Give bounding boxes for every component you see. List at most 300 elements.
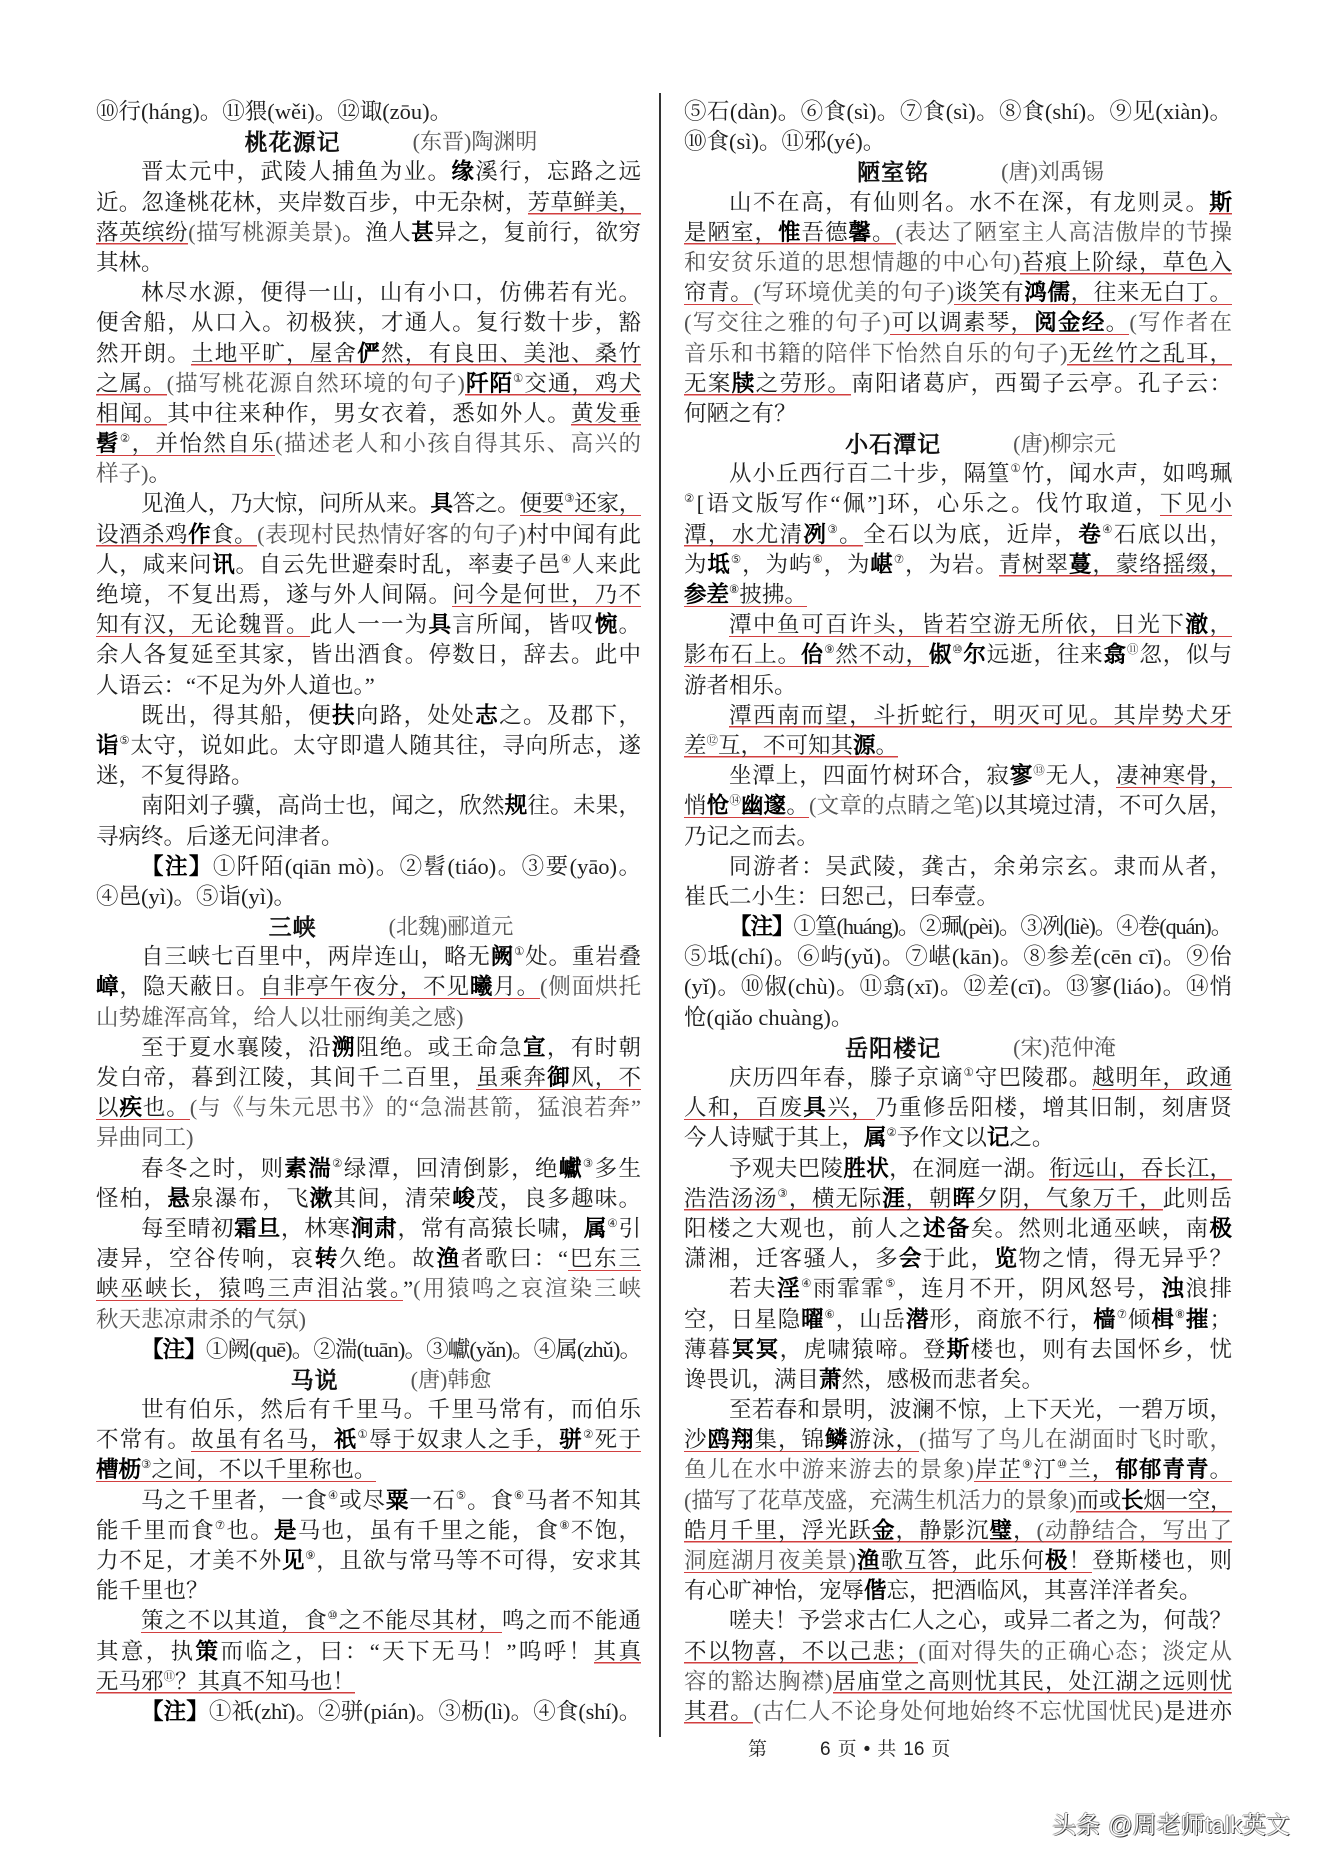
text-line xyxy=(684,188,1232,218)
text-line xyxy=(684,761,1232,791)
key-word: 馨 xyxy=(848,219,872,245)
article-heading xyxy=(96,1365,641,1395)
key-word: 渔 xyxy=(436,1246,461,1272)
text-run: 人语云：“不足为外人道也。” xyxy=(96,672,375,698)
text-run: 然不动， xyxy=(835,642,929,668)
key-word: 尔 xyxy=(963,642,987,668)
annotation: 鱼儿在水中游来游去的景象) xyxy=(684,1457,974,1483)
text-run: 楼也，则有去国怀乡，忧 xyxy=(970,1336,1232,1362)
key-word: 霜旦 xyxy=(234,1215,281,1241)
article-author: (东晋)陶渊明 xyxy=(412,129,538,155)
text-run: 者歌曰：“ xyxy=(460,1246,569,1272)
key-word: 峻 xyxy=(452,1185,476,1211)
text-run: 落英缤纷 xyxy=(96,219,189,245)
text-run: 见渔人，乃大惊，问所从来。 xyxy=(141,491,431,517)
left-column xyxy=(96,97,641,1727)
text-line xyxy=(96,942,641,972)
key-word: 惋 xyxy=(594,612,619,638)
text-run: 何陋之有？ xyxy=(684,400,797,426)
text-run: 之。及郡下， xyxy=(499,702,641,728)
highlighted-sentence xyxy=(96,612,310,637)
text-run: 引 xyxy=(618,1215,641,1241)
text-run: ，连月不开，阴风怒号， xyxy=(896,1276,1162,1302)
text-line xyxy=(96,1063,641,1093)
article-heading xyxy=(96,912,641,942)
footnote-marker: ⑪ xyxy=(1127,644,1140,657)
footnote-marker: ③ xyxy=(582,1157,595,1170)
footnote-marker: ④ xyxy=(1102,523,1114,536)
key-word: 粟 xyxy=(385,1487,410,1513)
text-run: 越明年，政通 xyxy=(1092,1065,1232,1090)
text-run: 沙 xyxy=(684,1427,708,1453)
text-run: 无丝竹之乱耳， xyxy=(1067,340,1232,366)
text-run: 无案 xyxy=(684,370,732,396)
highlighted-sentence xyxy=(729,703,1232,728)
text-line xyxy=(96,580,641,610)
key-word: 祇 xyxy=(333,1427,358,1453)
footnote-marker: ④ xyxy=(560,553,572,566)
text-run: 溪行，忘路之远 xyxy=(475,159,641,185)
total-pages: 16 xyxy=(903,1739,925,1760)
text-line xyxy=(96,459,641,489)
key-word: 具 xyxy=(428,612,453,638)
highlighted-sentence xyxy=(974,1457,1232,1482)
highlighted-sentence xyxy=(684,582,807,607)
key-word: 鸥翔 xyxy=(707,1427,755,1453)
text-run: 差 xyxy=(684,732,707,758)
text-line xyxy=(96,1274,641,1304)
text-line xyxy=(96,671,641,701)
footnote-marker: ① xyxy=(514,946,526,959)
text-run: 土地平旷，屋舍 xyxy=(191,340,358,366)
text-line xyxy=(684,1576,1232,1606)
annotation: (描述老人和小孩自得其乐、高兴的 xyxy=(275,431,641,457)
text-line xyxy=(684,1425,1232,1455)
text-run: ，为岩。 xyxy=(905,551,999,577)
text-run: 也。 xyxy=(142,1095,190,1121)
text-run: ，静影沉 xyxy=(895,1517,990,1543)
key-word: 卷 xyxy=(1078,521,1103,547)
text-line xyxy=(684,1697,1232,1727)
text-run: 食。 xyxy=(211,521,258,547)
article-title: 小石潭记 xyxy=(845,431,942,458)
key-word: 蔓 xyxy=(1068,551,1093,577)
text-run: 南阳刘子骥，高尚士也，闻之，欣然 xyxy=(141,793,505,819)
text-line xyxy=(96,731,641,761)
key-word: 溯 xyxy=(331,1034,356,1060)
text-run: 以 xyxy=(96,1095,120,1121)
footnote-marker: ⑨ xyxy=(1022,1459,1034,1472)
text-run: 多生 xyxy=(594,1155,641,1181)
text-run: 。 xyxy=(786,793,810,819)
key-word: 冽 xyxy=(803,521,828,547)
text-line xyxy=(684,1184,1232,1214)
text-run: 从小丘西行百二十步，隔篁 xyxy=(729,461,1011,487)
text-run: 形，商旅不行， xyxy=(929,1306,1094,1332)
text-run: 予观夫巴陵 xyxy=(729,1155,844,1181)
text-run: 或尽 xyxy=(339,1487,386,1513)
text-line xyxy=(96,429,641,459)
annotation: (与《与朱元思书》的“急湍甚箭，猛浪若奔” xyxy=(189,1095,641,1121)
text-run: 死于 xyxy=(594,1427,641,1453)
key-word: 怆 xyxy=(706,793,730,819)
total-prefix: 共 xyxy=(877,1739,897,1760)
footnote-marker: ② xyxy=(583,1429,595,1442)
text-line xyxy=(684,731,1232,761)
text-run: 寻病终。后遂无问津者。 xyxy=(96,823,344,849)
text-run: 为 xyxy=(684,551,708,577)
text-line xyxy=(96,972,641,1002)
text-run: ，在洞庭一湖。 xyxy=(889,1155,1050,1181)
key-word: 【注】 xyxy=(141,1698,209,1724)
text-run: ； xyxy=(1209,1306,1232,1332)
highlighted-sentence xyxy=(191,341,641,366)
text-run: 全石以为底，近岸， xyxy=(863,521,1079,547)
key-word: 长 xyxy=(1121,1487,1144,1513)
highlighted-sentence xyxy=(1076,1488,1232,1513)
text-run: 绿潭，回清倒影，绝 xyxy=(343,1155,559,1181)
footnote-marker: ③ xyxy=(564,493,575,506)
text-line xyxy=(96,308,641,338)
key-word: 巘 xyxy=(558,1155,583,1181)
text-run: ，常有高猿长啸， xyxy=(397,1215,585,1241)
text-line xyxy=(96,852,641,882)
text-run: 。 xyxy=(1105,310,1130,336)
text-run: 潭中鱼可百许头，皆若空游无所依，日光下 xyxy=(729,612,1186,638)
text-run: ⑩食(sì)。⑪邪(yé)。 xyxy=(684,129,886,155)
text-line xyxy=(96,1697,641,1727)
text-run: ①篁(huáng)。②珮(pèi)。③冽(liè)。④卷(quán)。 xyxy=(793,914,1232,940)
text-run: 马也，虽有千里之能，食 xyxy=(297,1517,560,1543)
text-run: 互，不可知其 xyxy=(718,732,854,758)
watermark-platform: 头条 xyxy=(1052,1812,1101,1839)
text-run: 之不能尽其材， xyxy=(338,1608,502,1634)
key-word: 缘 xyxy=(451,159,476,185)
text-run: 忽，似与 xyxy=(1139,642,1232,668)
text-run: 乃记之而去。 xyxy=(684,823,820,849)
text-line xyxy=(684,520,1232,550)
highlighted-sentence xyxy=(684,733,898,758)
key-word: 佁 xyxy=(800,642,825,668)
footnote-marker: ③ xyxy=(827,523,840,536)
text-run: 苔痕上阶绿，草色入 xyxy=(1020,249,1232,275)
annotation: 山势雄浑高耸，给人以壮丽绚美之感) xyxy=(96,1004,464,1030)
annotation: (动静结合，写出了 xyxy=(1036,1517,1232,1543)
article-title: 马说 xyxy=(290,1366,339,1393)
text-run: ，蒙络摇缀， xyxy=(1092,551,1232,577)
text-line xyxy=(96,1576,641,1606)
text-run: 烟一空， xyxy=(1143,1487,1232,1513)
article-heading xyxy=(96,127,641,157)
text-run: 月。 xyxy=(493,974,540,1000)
key-word: 楫 xyxy=(1151,1306,1175,1332)
text-line xyxy=(96,550,641,580)
text-run: ，为屿 xyxy=(742,551,813,577)
text-run: 怆(qiǎo chuàng)。 xyxy=(684,1004,854,1030)
text-line xyxy=(684,671,1232,701)
key-word: 讯 xyxy=(212,551,236,577)
highlighted-sentence xyxy=(684,1518,1232,1543)
key-word: 见 xyxy=(281,1548,306,1573)
highlighted-sentence xyxy=(96,401,167,426)
text-run: 乃重修岳阳楼，增其旧制，刻唐贤 xyxy=(875,1095,1232,1121)
highlighted-sentence xyxy=(684,1095,875,1120)
text-run: 然，有良田、美池、桑竹 xyxy=(380,340,641,366)
article-author: (唐)韩愈 xyxy=(410,1366,492,1392)
annotation: (写作者在 xyxy=(1129,310,1232,336)
text-run: 潭，水尤清 xyxy=(684,521,804,547)
key-word: 志 xyxy=(475,702,500,728)
key-word: 槽枥 xyxy=(96,1457,142,1483)
text-run: 石底以出， xyxy=(1113,521,1232,547)
text-run: 。 xyxy=(618,612,641,638)
key-word: 转 xyxy=(314,1246,340,1272)
highlighted-sentence xyxy=(684,1639,918,1664)
annotation: (侧面烘托 xyxy=(539,974,641,1000)
highlighted-sentence xyxy=(684,220,896,245)
text-line xyxy=(684,1154,1232,1184)
key-word: 属 xyxy=(584,1215,608,1241)
text-run: 至若春和景明，波澜不惊，上下天光，一碧万顷， xyxy=(729,1397,1232,1423)
footnote-marker: ① xyxy=(357,1429,370,1442)
text-run: ，隐天蔽日。 xyxy=(119,974,260,1000)
key-word: 览 xyxy=(994,1246,1019,1272)
article-author: (北魏)郦道元 xyxy=(388,914,514,940)
text-run: 近。忽逢桃花林，夹岸数百步，中无杂树， xyxy=(96,189,528,215)
text-run: 自非亭午夜分，不见 xyxy=(259,974,470,1000)
footnote-marker: ① xyxy=(1010,463,1022,476)
text-run: 能千里而食 xyxy=(96,1517,215,1543)
highlighted-sentence xyxy=(1116,763,1232,788)
annotation: (古仁人不论身处何地始终不忘忧国忧民) xyxy=(753,1698,1163,1724)
article-heading xyxy=(684,1033,1232,1063)
text-line xyxy=(96,1123,641,1153)
text-line xyxy=(96,1546,641,1576)
key-word: 牍 xyxy=(731,370,756,396)
key-word: 幽邃 xyxy=(741,793,787,819)
article-title: 陋室铭 xyxy=(857,159,930,186)
key-word: 甚 xyxy=(411,219,435,245)
footnote-marker: ⑧ xyxy=(729,584,740,596)
annotation: (描写了花草茂盛，充满生机活力的景象) xyxy=(684,1487,1077,1513)
text-line xyxy=(684,1637,1232,1667)
text-line xyxy=(684,97,1232,127)
text-line xyxy=(684,1395,1232,1425)
footnote-marker: ⑧ xyxy=(1174,1308,1187,1321)
text-run: ，往来无白丁。 xyxy=(1070,280,1232,306)
text-run: 守巴陵郡。 xyxy=(974,1065,1093,1090)
text-line xyxy=(684,1305,1232,1335)
footnote-marker: ⑩ xyxy=(327,1610,339,1623)
text-line xyxy=(96,1093,641,1123)
page-unit: 页 xyxy=(837,1739,857,1760)
key-word: 涯 xyxy=(882,1185,906,1211)
footnote-marker: ⑦ xyxy=(893,553,906,566)
text-run: 人，咸来问 xyxy=(96,551,213,577)
text-run: 之。 xyxy=(1009,1125,1055,1151)
text-run: 山不在高，有仙则名。水不在深，有龙则灵。 xyxy=(729,189,1210,215)
highlighted-sentence xyxy=(954,280,1232,305)
text-run: 。 xyxy=(875,732,899,758)
text-run: ？其真不知马也！ xyxy=(175,1668,356,1694)
text-line xyxy=(96,882,641,912)
text-run: ， xyxy=(1012,1517,1037,1543)
text-run: 此则岳 xyxy=(1162,1185,1232,1211)
text-run: ⑩行(háng)。⑪猥(wěi)。⑫诹(zōu)。 xyxy=(96,99,453,124)
highlighted-sentence xyxy=(729,612,1232,637)
footnote-marker: ⑧ xyxy=(559,1519,571,1532)
footnote-marker: ⑭ xyxy=(729,795,742,808)
text-line xyxy=(96,761,641,791)
text-run: 浩浩汤汤 xyxy=(684,1185,778,1211)
column-divider xyxy=(659,93,661,1737)
text-run: 虽乘奔 xyxy=(475,1065,548,1090)
key-word: 御 xyxy=(547,1065,571,1090)
footnote-marker: ③ xyxy=(777,1187,789,1200)
highlighted-sentence xyxy=(96,522,257,547)
text-line xyxy=(96,610,641,640)
text-line xyxy=(96,1003,641,1033)
text-run: 浪排 xyxy=(1185,1276,1232,1302)
text-run: 黄发垂 xyxy=(570,400,641,426)
text-run: 。 xyxy=(148,461,172,487)
text-run: 阳楼之大观也，前人之 xyxy=(684,1215,923,1241)
key-word: 策 xyxy=(195,1638,221,1664)
text-line xyxy=(96,399,641,429)
text-line xyxy=(684,580,1232,610)
text-run: 凄异，空谷传响，哀 xyxy=(96,1246,315,1272)
text-run: 然开朗。 xyxy=(96,340,191,366)
highlighted-sentence xyxy=(96,371,167,396)
text-run: 无人， xyxy=(1045,763,1116,789)
annotation: (描写桃花源自然环境的句子) xyxy=(166,370,465,396)
key-word: 涧肃 xyxy=(350,1215,398,1241)
article-title: 桃花源记 xyxy=(244,129,341,156)
text-run: 是进亦 xyxy=(1162,1698,1232,1724)
text-line xyxy=(96,278,641,308)
text-run: 异之，复前行，欲穷 xyxy=(434,219,641,245)
text-run: 迷，不复得路。 xyxy=(96,763,254,789)
article-title: 三峡 xyxy=(268,914,317,941)
text-run: 薄暮 xyxy=(684,1336,732,1362)
text-run: ” xyxy=(403,1276,414,1302)
annotation: (用猿鸣之哀渲染三峡 xyxy=(413,1276,641,1302)
text-line xyxy=(96,1184,641,1214)
text-run: 巴东三 xyxy=(568,1246,641,1272)
text-run: 。自云先世避秦时乱，率妻子邑 xyxy=(235,551,561,577)
text-run: 之劳形。 xyxy=(755,370,852,396)
footnote-marker: ⑨ xyxy=(824,644,836,657)
highlighted-sentence xyxy=(1020,250,1232,275)
text-run: 歌互答，此乐何 xyxy=(880,1548,1045,1573)
key-word: 是 xyxy=(274,1517,298,1543)
footnote-marker: ⑪ xyxy=(163,1670,176,1683)
annotation: (文章的点睛之笔) xyxy=(809,793,983,819)
key-word: 萧 xyxy=(819,1366,842,1392)
text-run: 谈笑有 xyxy=(954,280,1025,306)
highlighted-sentence xyxy=(684,1186,1163,1211)
footnote-marker: ⑥ xyxy=(812,553,824,566)
key-word: 属 xyxy=(864,1125,887,1151)
footnote-marker: ② xyxy=(684,493,697,506)
text-line xyxy=(684,1335,1232,1365)
text-run: 不以物喜，不以己悲； xyxy=(684,1638,919,1664)
text-run: ，林寒 xyxy=(280,1215,351,1241)
text-line xyxy=(684,1516,1232,1546)
footnote-marker: ⑤ xyxy=(119,734,131,747)
key-word: 悬 xyxy=(167,1185,191,1211)
footnote-marker: ⑫ xyxy=(706,734,719,747)
key-word: 淫 xyxy=(777,1276,802,1302)
key-word: 俶 xyxy=(928,642,953,668)
text-line xyxy=(96,188,641,218)
key-word: 髫 xyxy=(96,431,120,457)
text-run: 还家， xyxy=(574,491,641,517)
text-run: 其意，执 xyxy=(96,1638,196,1664)
text-run: 而临之，曰：“天下无马！”呜呼！ xyxy=(220,1638,594,1664)
text-line xyxy=(96,1033,641,1063)
text-line xyxy=(96,822,641,852)
highlighted-sentence xyxy=(96,1276,403,1301)
text-run: ，且欲与常马等不可得，安求其 xyxy=(316,1548,641,1573)
text-run: 。渔人 xyxy=(341,219,412,245)
text-line xyxy=(684,942,1232,972)
text-run: 兴， xyxy=(827,1095,876,1121)
text-run: 物之情，得无异乎？ xyxy=(1018,1246,1232,1272)
text-line xyxy=(684,550,1232,580)
text-run: 峡巫峡长，猿鸣三声泪沾裳。 xyxy=(96,1276,404,1302)
text-line xyxy=(96,1335,641,1365)
footnote-marker: ② xyxy=(332,1157,344,1170)
highlighted-sentence xyxy=(260,974,540,999)
text-run: 青树翠 xyxy=(998,551,1069,577)
annotation: (描写桃源美景) xyxy=(188,219,342,245)
highlighted-sentence xyxy=(571,401,641,426)
text-run: 衔远山，吞长江， xyxy=(1049,1155,1232,1181)
text-run: 设酒杀鸡 xyxy=(96,521,189,547)
text-run: 矣。然则北通巫峡，南 xyxy=(970,1215,1210,1241)
text-line xyxy=(684,339,1232,369)
text-run: 皓月千里，浮光跃 xyxy=(684,1517,872,1543)
highlighted-sentence xyxy=(1049,1156,1232,1181)
annotation: (描写了鸟儿在湖面时飞时歌， xyxy=(919,1427,1232,1453)
highlighted-sentence xyxy=(465,371,641,396)
article-heading xyxy=(684,157,1232,187)
text-line xyxy=(684,972,1232,1002)
key-word: 樯 xyxy=(1093,1306,1117,1332)
key-word: 鳞 xyxy=(825,1427,849,1453)
highlighted-sentence xyxy=(684,1427,919,1452)
text-run: 鸣之而不能通 xyxy=(501,1608,641,1634)
text-run: 潇湘，迁客骚人，多 xyxy=(684,1246,899,1272)
text-line xyxy=(684,1486,1232,1516)
text-run: 处。重岩叠 xyxy=(525,944,641,970)
text-line xyxy=(96,640,641,670)
key-word: 斯 xyxy=(1209,189,1232,215)
highlighted-sentence xyxy=(684,793,809,818)
key-word: 【注】 xyxy=(141,1336,206,1362)
text-line xyxy=(684,882,1232,912)
annotation: 容的豁达胸襟) xyxy=(684,1668,833,1694)
text-run: ④邑(yì)。⑤诣(yì)。 xyxy=(96,883,296,909)
text-run: 故虽有名马， xyxy=(191,1427,334,1453)
highlighted-sentence xyxy=(528,190,641,215)
key-word: 嵁 xyxy=(870,551,894,577)
highlighted-sentence xyxy=(568,1246,641,1271)
footnote-marker: ④ xyxy=(607,1217,619,1230)
page-footer xyxy=(748,1737,988,1763)
watermark-handle: @周老师talk英文 xyxy=(1108,1812,1290,1839)
